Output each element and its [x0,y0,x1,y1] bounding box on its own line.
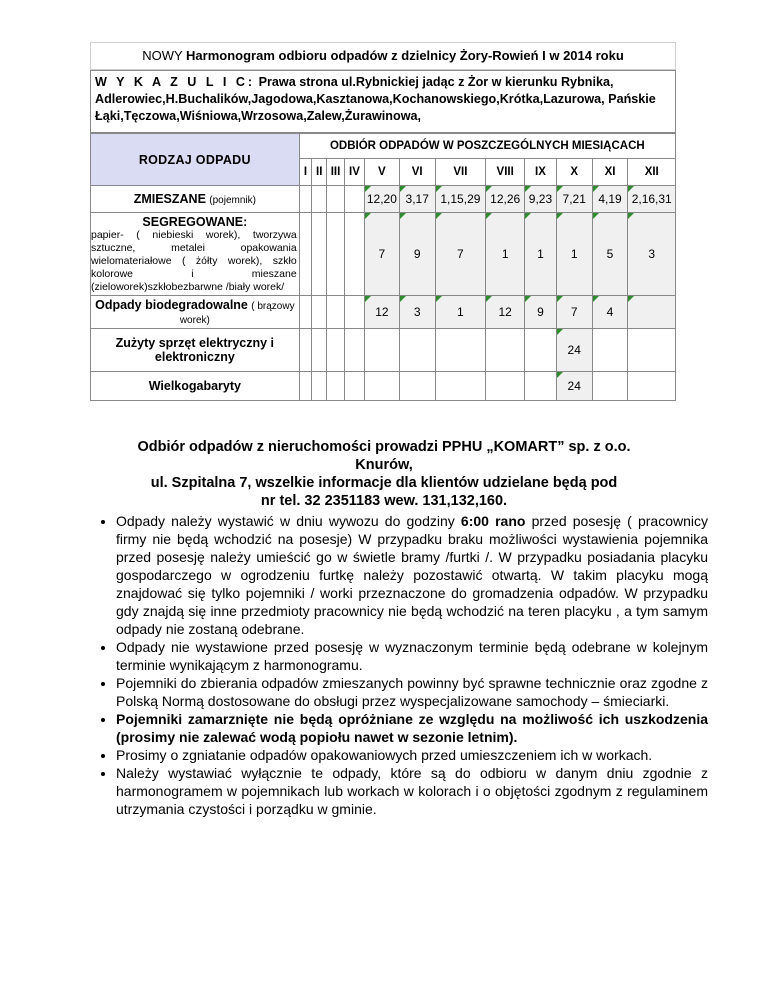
pickup-date-cell: 12 [365,296,400,329]
pickup-date-cell [299,213,312,296]
month-header-cell: VII [435,159,486,186]
green-marker-icon [365,186,371,192]
waste-type-description: papier- ( niebieski worek), tworzywa sztuczne, metalei opakowania wielomateriałowe ( żółty worek), szkło kolorowe i mieszane (zieloworek)szkłobezbarwne /biały worek/ [91,228,297,293]
pickup-date-cell: 7 [365,213,400,296]
month-header-cell: II [312,159,327,186]
month-header-cell: III [327,159,345,186]
green-marker-icon [486,296,492,302]
pickup-date-cell [312,213,327,296]
company-line-4: nr tel. 32 2351183 wew. 131,132,160. [260,493,508,509]
pickup-date-cell [365,329,400,372]
rules-list [90,512,708,818]
green-marker-icon [400,213,406,219]
pickup-date-cell: 1,15,29 [435,186,486,213]
pickup-date-cell [344,372,364,401]
street-list [90,70,676,133]
pickup-date-cell [327,186,345,213]
pickup-date-cell: 4,19 [592,186,628,213]
green-marker-icon [400,296,406,302]
rule-item [116,512,708,638]
pickup-date-cell: 9,23 [525,186,557,213]
green-marker-icon [365,213,371,219]
green-marker-icon [525,213,531,219]
pickup-date-cell [344,329,364,372]
green-marker-icon [593,296,599,302]
pickup-date-cell [299,186,312,213]
waste-row [91,329,676,372]
pickup-date-cell [344,296,364,329]
green-marker-icon [557,329,563,335]
pickup-date-cell: 1 [435,296,486,329]
pickup-date-cell: 12,26 [486,186,525,213]
pickup-date-cell [327,329,345,372]
pickup-date-cell [327,296,345,329]
green-marker-icon [628,186,634,192]
pickup-date-cell: 9 [525,296,557,329]
pickup-date-cell: 7 [556,296,592,329]
pickup-date-cell [628,329,676,372]
month-header-cell: V [365,159,400,186]
waste-type-description: (pojemnik) [209,195,256,206]
month-header-cell: XII [628,159,676,186]
green-marker-icon [628,296,634,302]
pickup-date-cell: 7 [435,213,486,296]
pickup-date-cell [312,186,327,213]
pickup-date-cell: 3,17 [399,186,435,213]
pickup-date-cell: 7,21 [556,186,592,213]
title-main: Harmonogram odbioru odpadów z dzielnicy Żory-Rowień I w 2014 roku [186,48,624,63]
company-line-2: Knurów, [355,457,413,473]
street-list-text: Prawa strona ul.Rybnickiej jadąc z Żor w kierunku Rybnika, Adlerowiec,H.Buchalików,Jagodowa,Kasztanowa,Kochanowskiego,Krótka,Lazurowa, Pańskie Łąki,Tęczowa,Wiśniowa,Wrzosowa,Zalew,Żurawinowa, [95,75,656,123]
pickup-date-cell: 3 [399,296,435,329]
waste-type-cell [91,186,300,213]
month-header-cell: X [556,159,592,186]
waste-row [91,372,676,401]
rule-1-time: 6:00 rano [460,513,526,529]
pickup-date-cell: 12 [486,296,525,329]
green-marker-icon [557,186,563,192]
waste-type-cell [91,329,300,372]
green-marker-icon [400,186,406,192]
month-header-cell: IV [344,159,364,186]
pickup-date-cell [312,372,327,401]
pickup-date-cell [312,329,327,372]
pickup-date-cell [299,329,312,372]
rule-item: • Należy wystawiać wyłącznie te odpady, które są do odbioru w danym dniu zgodnie z harmonogramem w pojemnikach lub workach w kolorach i o objętości zgodnym z regulaminem utrzymania czystości i porządku w gminie. [116,764,708,818]
green-marker-icon [525,186,531,192]
waste-type-header: RODZAJ ODPADU [91,134,300,186]
pickup-date-cell: 24 [556,329,592,372]
waste-type-description: ( brązowy worek) [179,301,295,326]
pickup-date-cell [435,372,486,401]
street-list-label: W Y K A Z U L I C: [95,75,256,89]
pickup-date-cell [399,329,435,372]
pickup-date-cell [486,329,525,372]
rule-item [116,710,708,746]
pickup-date-cell: 3 [628,213,676,296]
schedule-table [90,133,676,401]
green-marker-icon [486,186,492,192]
month-header-cell: I [299,159,312,186]
green-marker-icon [557,296,563,302]
waste-type-cell [91,372,300,401]
pickup-date-cell [486,372,525,401]
waste-type-name: ZMIESZANE [133,192,206,206]
pickup-date-cell [344,213,364,296]
month-header-cell: VIII [486,159,525,186]
green-marker-icon [486,213,492,219]
waste-type-cell [91,213,300,296]
waste-type-name: SEGREGOWANE: [142,214,248,229]
green-marker-icon [525,296,531,302]
pickup-date-cell [435,329,486,372]
pickup-date-cell: 9 [399,213,435,296]
month-header-cell: VI [399,159,435,186]
pickup-date-cell [628,296,676,329]
pickup-date-cell [312,296,327,329]
waste-type-name: Odpady biodegradowalne [95,298,248,312]
pickup-date-cell: 5 [592,213,628,296]
pickup-date-cell: 1 [486,213,525,296]
pickup-date-cell [525,329,557,372]
pickup-date-cell [525,372,557,401]
pickup-date-cell: 12,20 [365,186,400,213]
green-marker-icon [436,213,442,219]
rule-4-text: Pojemniki zamarznięte nie będą opróżniane ze względu na możliwość ich uszkodzenia (prosimy nie zalewać wodą popiołu nawet w sezonie letnim). [116,711,708,745]
rule-item: • Odpady nie wystawione przed posesję w wyznaczonym terminie będą odebrane w kolejnym terminie wynikającym z harmonogramu. [116,638,708,674]
green-marker-icon [593,186,599,192]
waste-row [91,296,676,329]
waste-row [91,186,676,213]
pickup-date-cell [399,372,435,401]
pickup-date-cell: 1 [556,213,592,296]
document-title [90,42,676,70]
rule-item: • Pojemniki do zbierania odpadów zmieszanych powinny być sprawne technicznie oraz zgodne z Polską Normą dostosowane do obsługi przez wyspecjalizowane samochody – śmieciarki. [116,674,708,710]
pickup-date-cell [344,186,364,213]
pickup-date-cell [592,329,628,372]
waste-type-name: Zużyty sprzęt elektryczny i elektroniczny [115,336,275,364]
months-header: ODBIÓR ODPADÓW W POSZCZEGÓLNYCH MIESIĄCACH [299,134,675,159]
rule-1-text-b: przed posesję ( pracownicy firmy nie będą wchodzić na posesje) W przypadku braku możliwości wystawienia pojemnika przed posesję należy umieścić go w świetle bramy /furtki /. W przypadku posiadania placyku gospodarczego w ogrodzeniu furtkę należy pozostawić otwartą. W takim placyku mogą znajdować się tylko pojemniki / worki przeznaczone do gromadzenia odpadów. W przypadku gdy znajdą się inne przedmioty pracownicy nie będą wchodzić na teren placyku , a tym samym odpady nie zostaną odebrane. [116,513,709,637]
green-marker-icon [628,213,634,219]
green-marker-icon [557,372,563,378]
green-marker-icon [365,296,371,302]
pickup-date-cell [365,372,400,401]
waste-type-name: Wielkogabaryty [148,379,241,393]
pickup-date-cell: 24 [556,372,592,401]
company-line-3: ul. Szpitalna 7, wszelkie informacje dla klientów udzielane będą pod [150,475,618,491]
green-marker-icon [436,296,442,302]
rule-item: • Prosimy o zgniatanie odpadów opakowaniowych przed umieszczeniem ich w workach. [116,746,708,764]
green-marker-icon [593,213,599,219]
pickup-date-cell [327,213,345,296]
rule-1-text-a: Odpady należy wystawić w dniu wywozu do godziny [116,513,461,529]
pickup-date-cell: 1 [525,213,557,296]
pickup-date-cell: 4 [592,296,628,329]
pickup-date-cell: 2,16,31 [628,186,676,213]
pickup-date-cell [592,372,628,401]
company-info [90,438,678,510]
green-marker-icon [436,186,442,192]
title-prefix: NOWY [142,48,183,63]
company-line-1: Odbiór odpadów z nieruchomości prowadzi PPHU „KOMART” sp. z o.o. [137,439,631,455]
pickup-date-cell [299,372,312,401]
pickup-date-cell [628,372,676,401]
month-header-cell: IX [525,159,557,186]
waste-row [91,213,676,296]
pickup-date-cell [327,372,345,401]
waste-type-cell [91,296,300,329]
month-header-cell: XI [592,159,628,186]
green-marker-icon [557,213,563,219]
pickup-date-cell [299,296,312,329]
